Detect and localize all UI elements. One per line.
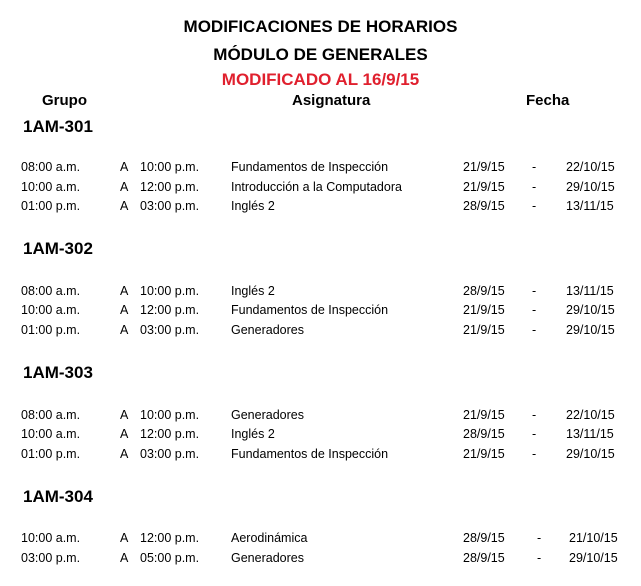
time-separator: A <box>120 408 129 422</box>
group-title-1am-304: 1AM-304 <box>23 487 93 506</box>
date-dash: - <box>532 284 537 298</box>
column-header-date: Fecha <box>526 92 570 109</box>
subject: Inglés 2 <box>231 284 275 298</box>
subject: Aerodinámica <box>231 531 308 545</box>
end-time: 10:00 p.m. <box>140 408 200 422</box>
start-time: 08:00 a.m. <box>21 284 81 298</box>
date-dash: - <box>532 199 537 213</box>
group-title-1am-303: 1AM-303 <box>23 363 93 382</box>
time-separator: A <box>120 303 129 317</box>
date-to: 29/10/15 <box>566 303 615 317</box>
date-to: 21/10/15 <box>569 531 618 545</box>
time-separator: A <box>120 531 129 545</box>
start-time: 01:00 p.m. <box>21 323 81 337</box>
date-from: 21/9/15 <box>463 180 505 194</box>
end-time: 03:00 p.m. <box>140 323 200 337</box>
date-dash: - <box>537 551 542 565</box>
end-time: 12:00 p.m. <box>140 180 200 194</box>
page-subtitle: MÓDULO DE GENERALES <box>213 45 428 64</box>
subject: Generadores <box>231 323 304 337</box>
time-separator: A <box>120 180 129 194</box>
date-dash: - <box>532 303 537 317</box>
date-from: 28/9/15 <box>463 199 505 213</box>
end-time: 10:00 p.m. <box>140 160 200 174</box>
time-separator: A <box>120 427 129 441</box>
time-separator: A <box>120 447 129 461</box>
date-dash: - <box>532 408 537 422</box>
time-separator: A <box>120 199 129 213</box>
time-separator: A <box>120 284 129 298</box>
end-time: 10:00 p.m. <box>140 284 200 298</box>
end-time: 03:00 p.m. <box>140 199 200 213</box>
start-time: 08:00 a.m. <box>21 160 81 174</box>
subject: Inglés 2 <box>231 199 275 213</box>
subject: Inglés 2 <box>231 427 275 441</box>
start-time: 03:00 p.m. <box>21 551 81 565</box>
date-to: 13/11/15 <box>566 284 614 298</box>
page-title: MODIFICACIONES DE HORARIOS <box>183 17 458 36</box>
date-from: 21/9/15 <box>463 160 505 174</box>
date-from: 28/9/15 <box>463 531 505 545</box>
column-header-subject: Asignatura <box>292 92 371 109</box>
date-to: 29/10/15 <box>566 447 615 461</box>
date-dash: - <box>532 323 537 337</box>
date-to: 29/10/15 <box>566 180 615 194</box>
start-time: 10:00 a.m. <box>21 303 81 317</box>
subject: Generadores <box>231 551 304 565</box>
group-title-1am-302: 1AM-302 <box>23 239 93 258</box>
date-from: 21/9/15 <box>463 323 505 337</box>
date-from: 28/9/15 <box>463 427 505 441</box>
time-separator: A <box>120 551 129 565</box>
date-from: 21/9/15 <box>463 447 505 461</box>
date-from: 21/9/15 <box>463 303 505 317</box>
date-dash: - <box>532 180 537 194</box>
start-time: 01:00 p.m. <box>21 199 81 213</box>
date-to: 22/10/15 <box>566 408 615 422</box>
date-from: 28/9/15 <box>463 551 505 565</box>
subject: Generadores <box>231 408 304 422</box>
start-time: 08:00 a.m. <box>21 408 81 422</box>
start-time: 01:00 p.m. <box>21 447 81 461</box>
date-to: 29/10/15 <box>566 323 615 337</box>
subject: Fundamentos de Inspección <box>231 303 389 317</box>
subject: Fundamentos de Inspección <box>231 447 389 461</box>
date-to: 29/10/15 <box>569 551 618 565</box>
end-time: 05:00 p.m. <box>140 551 200 565</box>
date-from: 28/9/15 <box>463 284 505 298</box>
modified-note: MODIFICADO AL 16/9/15 <box>221 70 420 89</box>
end-time: 12:00 p.m. <box>140 531 200 545</box>
date-dash: - <box>532 427 537 441</box>
date-dash: - <box>532 447 537 461</box>
date-dash: - <box>537 531 542 545</box>
date-dash: - <box>532 160 537 174</box>
start-time: 10:00 a.m. <box>21 427 81 441</box>
end-time: 12:00 p.m. <box>140 303 200 317</box>
end-time: 03:00 p.m. <box>140 447 200 461</box>
date-to: 13/11/15 <box>566 199 614 213</box>
end-time: 12:00 p.m. <box>140 427 200 441</box>
group-title-1am-301: 1AM-301 <box>23 117 93 136</box>
date-from: 21/9/15 <box>463 408 505 422</box>
time-separator: A <box>120 160 129 174</box>
start-time: 10:00 a.m. <box>21 180 81 194</box>
column-header-group: Grupo <box>42 92 87 109</box>
start-time: 10:00 a.m. <box>21 531 81 545</box>
time-separator: A <box>120 323 129 337</box>
subject: Introducción a la Computadora <box>231 180 402 194</box>
date-to: 22/10/15 <box>566 160 615 174</box>
subject: Fundamentos de Inspección <box>231 160 389 174</box>
date-to: 13/11/15 <box>566 427 614 441</box>
